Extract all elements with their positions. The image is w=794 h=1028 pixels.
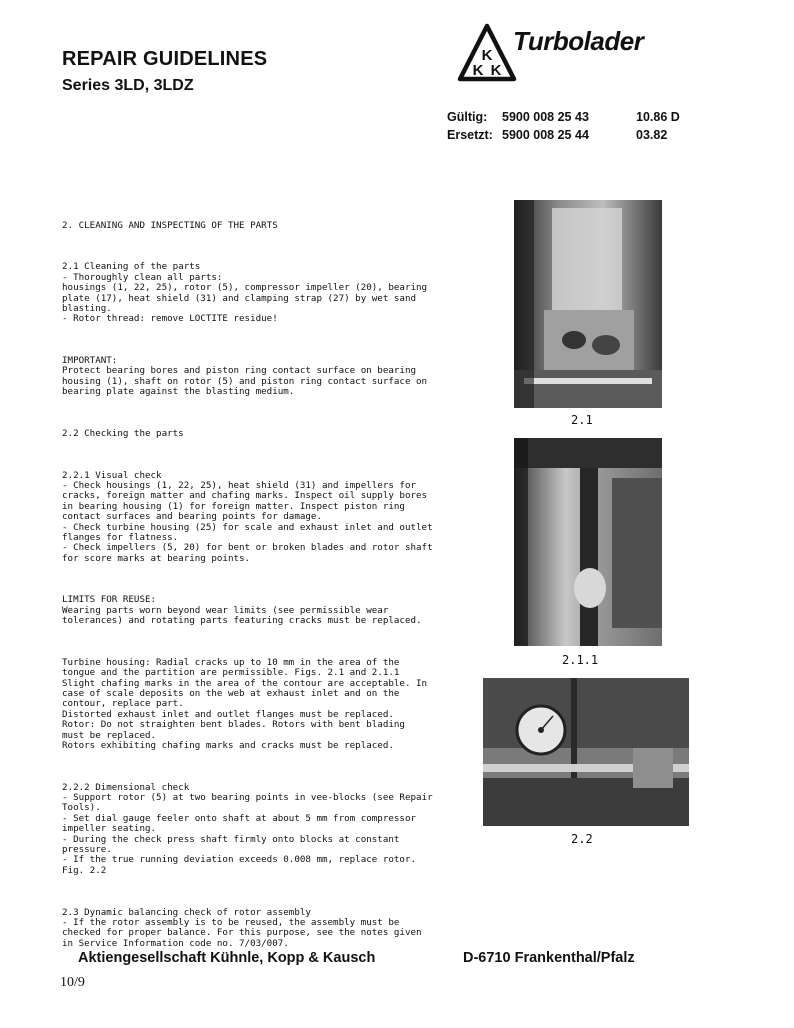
paragraph-balancing: 2.3 Dynamic balancing check of rotor assembly - If the rotor assembly is to be reused, the assembly must be checked for proper balance. For this purpose, see the notes given in Service Information code no. 7/03/007. xyxy=(62,906,422,949)
figure-2-1-caption: 2.1 xyxy=(571,413,593,427)
figure-2-1-1-caption: 2.1.1 xyxy=(562,653,599,667)
svg-text:K: K xyxy=(472,62,484,79)
paragraph-limits: LIMITS FOR REUSE: Wearing parts worn beyond wear limits (see permissible wear tolerances) and rotating parts featuring cracks must be replaced. xyxy=(62,594,422,627)
paragraph-turbine-housing: Turbine housing: Radial cracks up to 10 mm in the area of the tongue and the partition are permissible. Figs. 2.1 and 2.1.1 Slight chafing marks in the area of the contour are acceptable. In case of scale deposits on the web at exhaust inlet and on the contour, replace part. Distorted exhaust inlet and outlet flanges must be replaced. Rotor: Do not straighten bent blades. Rotors with bent blading must be replaced. Rotors exhibiting chafing marks and cracks must be replaced. xyxy=(62,656,428,752)
document-subtitle: Series 3LD, 3LDZ xyxy=(62,77,194,94)
footer-address: D-6710 Frankenthal/Pfalz xyxy=(463,950,635,966)
figure-2-1-1-photo xyxy=(514,438,662,646)
valid-code: 10.86 D xyxy=(636,110,680,124)
paragraph-important: IMPORTANT: Protect bearing bores and piston ring contact surface on bearing housing (1), shaft on rotor (5) and piston ring contact surface on bearing plate against the blasting medium. xyxy=(62,355,428,398)
paragraph-checking-heading: 2.2 Checking the parts xyxy=(62,427,184,439)
figure-2-2-caption: 2.2 xyxy=(571,832,593,846)
body-text xyxy=(62,200,487,970)
valid-label: Gültig: xyxy=(447,110,488,124)
brand-name: Turbolader xyxy=(513,26,644,56)
svg-text:K: K xyxy=(490,62,502,79)
page-number: 10/9 xyxy=(60,975,85,990)
svg-text:K: K xyxy=(481,47,493,64)
replaced-number: 5900 008 25 44 xyxy=(502,128,589,142)
paragraph-visual-check: 2.2.1 Visual check - Check housings (1, 22, 25), heat shield (31) and impellers for cracks, foreign matter and chafing marks. Inspect oil supply bores in bearing housing (1) for foreign matter. Inspect piston ring contact surfaces and bearing points for damage. - Check turbine housing (25) for scale and exhaust inlet and outlet flanges for flatness. - Check impellers (5, 20) for bent or broken blades and rotor shaft for score marks at bearing points. xyxy=(62,469,433,564)
paragraph-dimensional-check: 2.2.2 Dimensional check - Support rotor (5) at two bearing points in vee-blocks (see Repair Tools). - Set dial gauge feeler onto shaft at about 5 mm from compressor impeller seating. - During the check press shaft firmly onto blocks at constant pressure. - If the true running deviation exceeds 0.008 mm, replace rotor. Fig. 2.2 xyxy=(62,781,433,876)
replaced-label: Ersetzt: xyxy=(447,128,493,142)
footer-company: Aktiengesellschaft Kühnle, Kopp & Kausch xyxy=(78,950,376,966)
document-title: REPAIR GUIDELINES xyxy=(62,48,268,70)
replaced-code: 03.82 xyxy=(636,128,668,142)
figure-2-2-photo xyxy=(483,678,689,826)
kkk-logo xyxy=(456,22,518,84)
paragraph-cleaning: 2.1 Cleaning of the parts - Thoroughly clean all parts: housings (1, 22, 25), rotor (5), compressor impeller (20), bearing plate (17), heat shield (31) and clamping strap (27) by wet sand blasting. - Rotor thread: remove LOCTITE residue! xyxy=(62,261,428,325)
valid-number: 5900 008 25 43 xyxy=(502,110,589,124)
section-heading: 2. CLEANING AND INSPECTING OF THE PARTS xyxy=(62,219,278,231)
figure-2-1-photo xyxy=(514,200,662,408)
